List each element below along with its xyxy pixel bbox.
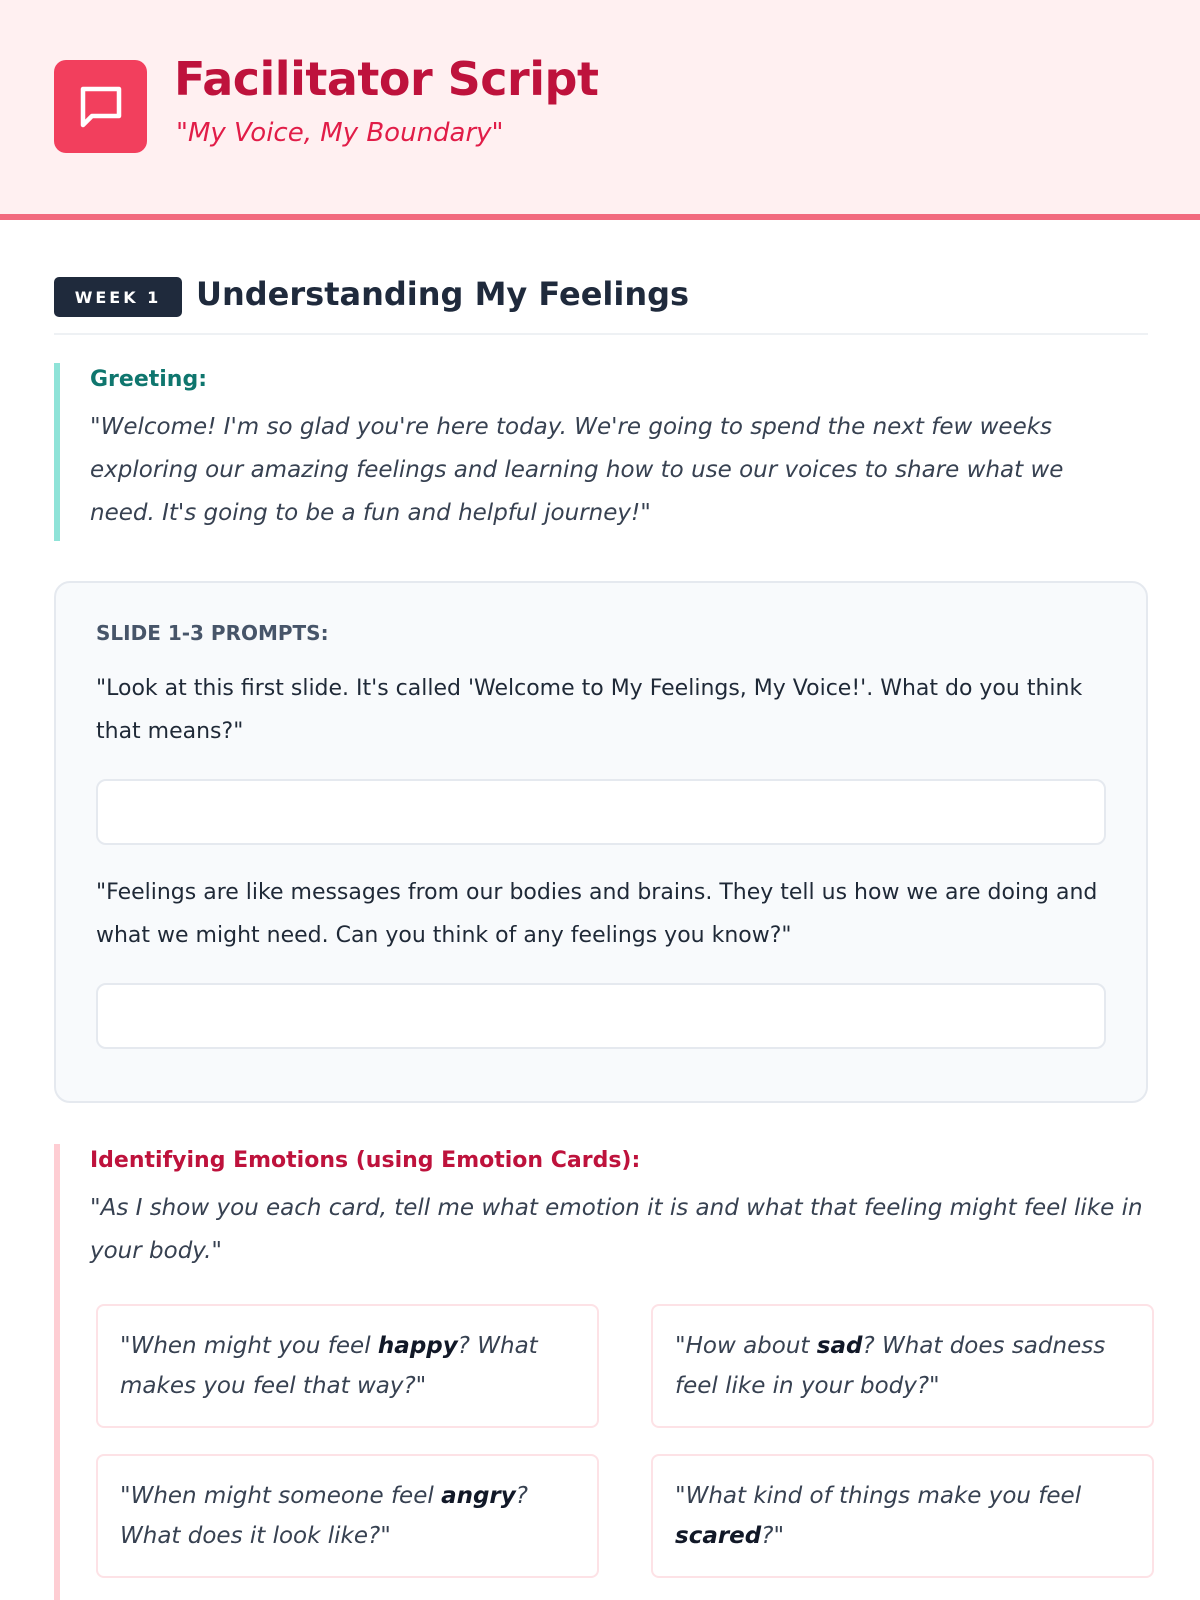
page-header [0, 0, 1200, 220]
greeting-text: "Welcome! I'm so glad you're here today. We're going to spend the next few weeks exploring our amazing feelings and learning how to use our voices to share what we need. It's going to be a fun and helpful journey!" [90, 414, 1064, 526]
week-title: Understanding My Feelings [196, 275, 690, 313]
emotion-card-happy [96, 1304, 599, 1428]
emotion-card-sad [651, 1304, 1154, 1428]
card-text: "When might someone feel [120, 1483, 442, 1509]
page-title: Facilitator Script [174, 52, 599, 106]
slide-prompts-label: SLIDE 1-3 PROMPTS: [96, 621, 329, 645]
card-text: "When might you feel [120, 1333, 378, 1359]
emotion-word: sad [816, 1333, 863, 1359]
greeting-section [54, 363, 1148, 541]
answer-input-2[interactable] [96, 983, 1106, 1049]
card-text: ? What does sadness feel like in your body?" [675, 1333, 1106, 1399]
week-badge: WEEK 1 [54, 277, 182, 317]
answer-input-1[interactable] [96, 779, 1106, 845]
emotions-intro: "As I show you each card, tell me what emotion it is and what that feeling might feel like in your body." [90, 1195, 1143, 1264]
card-text: ? What does it look like?" [120, 1483, 528, 1549]
emotion-word: scared [675, 1523, 762, 1549]
slide-prompts-panel [54, 581, 1148, 1103]
emotion-word: angry [441, 1483, 516, 1509]
slide-prompt-2: "Feelings are like messages from our bodies and brains. They tell us how we are doing and what we might need. Can you think of any feelings you know?" [96, 880, 1098, 948]
week-heading [54, 275, 1148, 335]
logo-badge [54, 60, 147, 153]
chat-bubble-icon [74, 80, 128, 134]
emotion-card-scared [651, 1454, 1154, 1578]
emotion-word: happy [377, 1333, 458, 1359]
page-subtitle: "My Voice, My Boundary" [176, 118, 504, 148]
emotion-card-angry [96, 1454, 599, 1578]
card-text: ? What makes you feel that way?" [120, 1333, 538, 1399]
card-text: "What kind of things make you feel [675, 1483, 1082, 1509]
emotions-label: Identifying Emotions (using Emotion Cards): [90, 1148, 641, 1173]
emotions-section [54, 1144, 1148, 1600]
card-text: ?" [761, 1523, 785, 1549]
slide-prompt-1: "Look at this first slide. It's called 'Welcome to My Feelings, My Voice!'. What do you think that means?" [96, 676, 1083, 744]
card-text: "How about [675, 1333, 817, 1359]
greeting-label: Greeting: [90, 367, 208, 392]
